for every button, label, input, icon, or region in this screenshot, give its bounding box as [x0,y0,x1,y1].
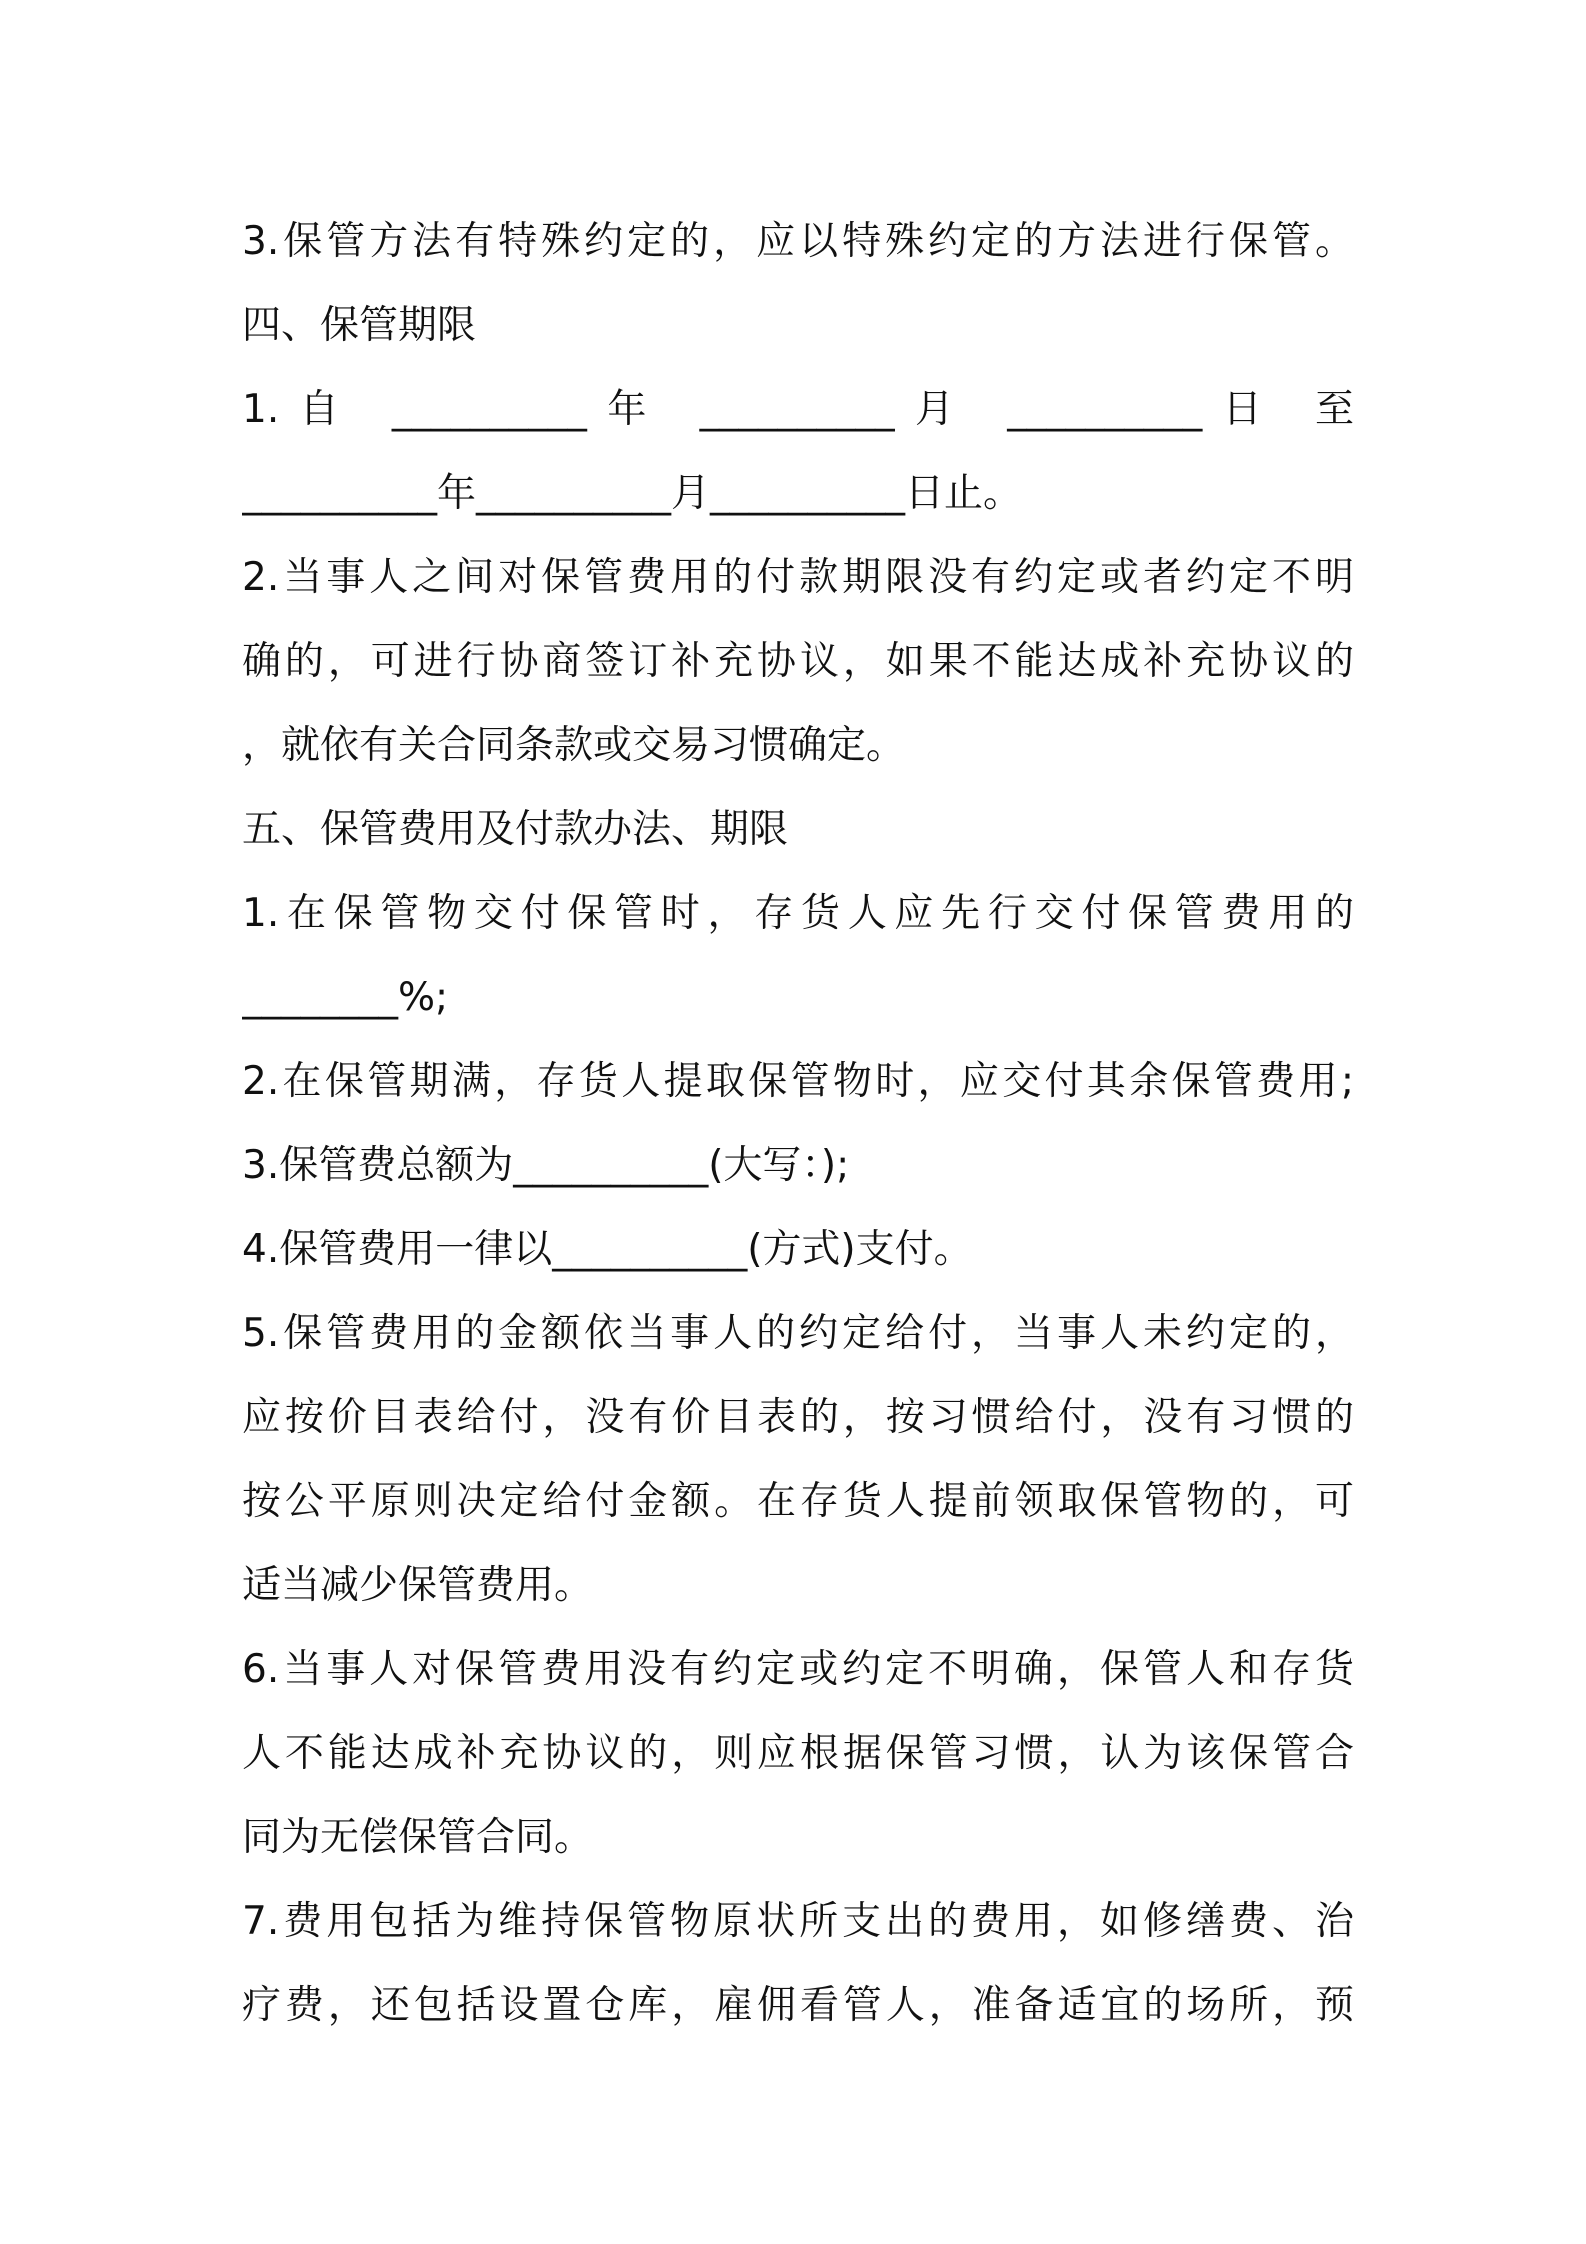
text-line: 3.保管方法有特殊约定的，应以特殊约定的方法进行保管。 [242,219,1354,264]
text-line: 疗费，还包括设置仓库，雇佣看管人，准备适宜的场所，预 [242,1983,1354,2028]
text-line: 2.在保管期满，存货人提取保管物时，应交付其余保管费用; [242,1059,1354,1104]
text-line: 7.费用包括为维持保管物原状所支出的费用，如修缮费、治 [242,1899,1354,1944]
text-line: 4.保管费用一律以__________(方式)支付。 [242,1227,973,1272]
text-line: ________%; [242,975,449,1020]
text-line: 3.保管费总额为__________(大写：); [242,1143,850,1188]
section-heading: 四、保管期限 [242,303,477,348]
text-line: 2.当事人之间对保管费用的付款期限没有约定或者约定不明 [242,555,1354,600]
text-line: 1.在保管物交付保管时，存货人应先行交付保管费用的 [242,891,1354,936]
text-line: __________年__________月__________日止。 [242,471,1023,516]
text-line: 5.保管费用的金额依当事人的约定给付，当事人未约定的， [242,1311,1354,1356]
text-line: 1.自 __________年 __________月 __________日 至 [242,387,1354,432]
text-line: ，就依有关合同条款或交易习惯确定。 [242,723,906,768]
text-line: 适当减少保管费用。 [242,1563,594,1608]
text-line: 同为无偿保管合同。 [242,1815,594,1860]
text-line: 6.当事人对保管费用没有约定或约定不明确，保管人和存货 [242,1647,1354,1692]
text-line: 应按价目表给付，没有价目表的，按习惯给付，没有习惯的 [242,1395,1354,1440]
text-line: 人不能达成补充协议的，则应根据保管习惯，认为该保管合 [242,1731,1354,1776]
document-page [242,200,1354,2048]
section-heading: 五、保管费用及付款办法、期限 [242,807,789,852]
text-line: 确的，可进行协商签订补充协议，如果不能达成补充协议的 [242,639,1354,684]
text-line: 按公平原则决定给付金额。在存货人提前领取保管物的，可 [242,1479,1354,1524]
